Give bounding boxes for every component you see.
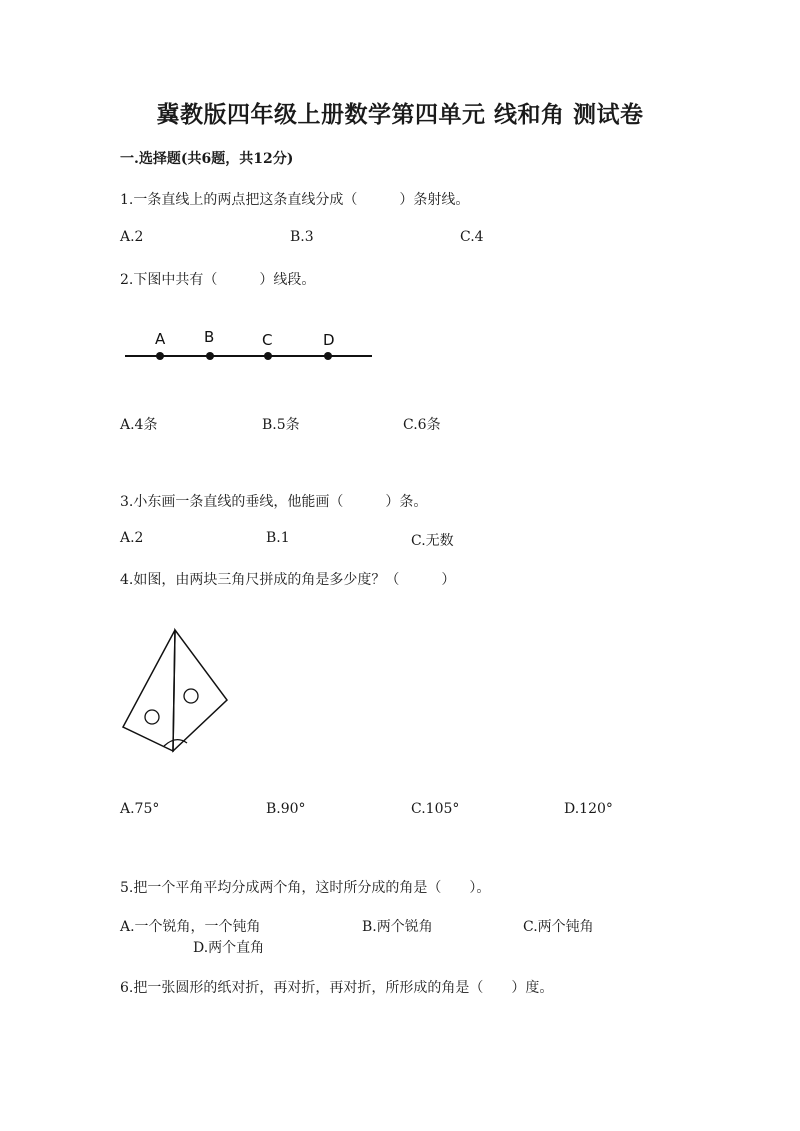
- right-set-square: [173, 630, 227, 751]
- point-d: [324, 352, 332, 360]
- question-1-option-b[interactable]: B.3: [290, 229, 314, 245]
- question-5-text: 5.把一个平角平均分成两个角，这时所分成的角是（ ）。: [120, 880, 491, 896]
- question-2-text: 2.下图中共有（ ）线段。: [120, 272, 316, 288]
- left-set-square: [123, 630, 175, 751]
- question-4-option-c[interactable]: C.105°: [411, 801, 460, 817]
- question-2-option-b[interactable]: B.5条: [262, 417, 300, 433]
- question-5-option-b[interactable]: B.两个锐角: [362, 919, 433, 935]
- triangle-rulers-figure: [118, 625, 233, 760]
- question-3-option-b[interactable]: B.1: [266, 530, 290, 546]
- point-c: [264, 352, 272, 360]
- point-label-b: B: [204, 328, 215, 346]
- question-5-option-c[interactable]: C.两个钝角: [523, 919, 594, 935]
- question-1-text: 1.一条直线上的两点把这条直线分成（ ）条射线。: [120, 192, 470, 208]
- question-5-option-a[interactable]: A.一个锐角，一个钝角: [120, 919, 261, 935]
- point-b: [206, 352, 214, 360]
- question-2-option-c[interactable]: C.6条: [403, 417, 441, 433]
- question-4-option-d[interactable]: D.120°: [564, 801, 613, 817]
- point-label-a: A: [155, 330, 166, 348]
- right-ruler-hole: [184, 689, 198, 703]
- question-5-option-d[interactable]: D.两个直角: [193, 940, 265, 956]
- line-segment-figure: [120, 320, 380, 370]
- angle-arc: [164, 740, 187, 746]
- page-title: 冀教版四年级上册数学第四单元 线和角 测试卷: [156, 101, 644, 128]
- question-6-text: 6.把一张圆形的纸对折，再对折，再对折，所形成的角是（ ）度。: [120, 980, 554, 996]
- question-3-option-c[interactable]: C.无数: [411, 533, 454, 549]
- question-4-option-a[interactable]: A.75°: [120, 801, 160, 817]
- question-1-option-c[interactable]: C.4: [460, 229, 484, 245]
- question-4-option-b[interactable]: B.90°: [266, 801, 306, 817]
- left-ruler-hole: [145, 710, 159, 724]
- question-2-option-a[interactable]: A.4条: [120, 417, 158, 433]
- point-a: [156, 352, 164, 360]
- question-4-text: 4.如图，由两块三角尺拼成的角是多少度？（ ）: [120, 572, 456, 588]
- question-3-text: 3.小东画一条直线的垂线，他能画（ ）条。: [120, 494, 428, 510]
- point-label-c: C: [262, 331, 273, 349]
- section-heading: 一.选择题(共6题，共12分): [120, 151, 294, 167]
- question-3-option-a[interactable]: A.2: [120, 530, 144, 546]
- point-label-d: D: [323, 331, 335, 349]
- question-1-option-a[interactable]: A.2: [120, 229, 144, 245]
